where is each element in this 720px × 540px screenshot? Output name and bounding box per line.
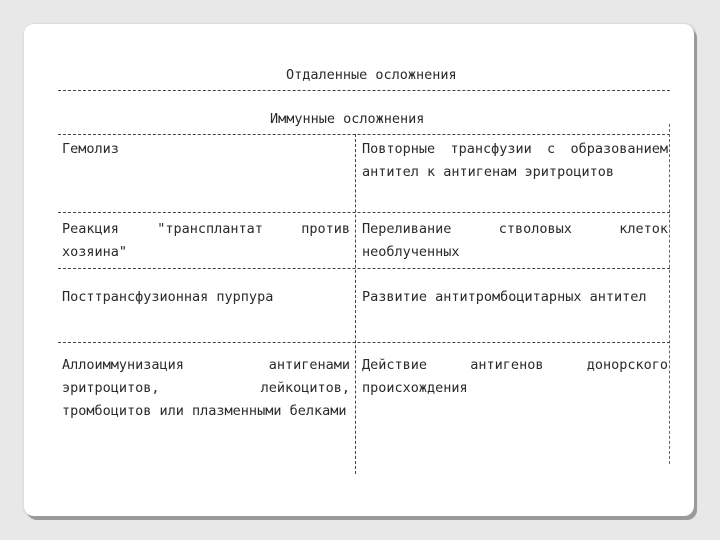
table-right-edge [669, 124, 670, 464]
slide [24, 24, 694, 516]
table-cell-cause: Повторные трансфузии с образованием антител к антигенам эритроцитов [362, 141, 668, 180]
table-cell-cause: Действие антигенов донорского происхождения [362, 357, 668, 396]
table-cell-cause: Развитие антитромбоцитарных антител [362, 289, 647, 305]
table-cell-complication: Аллоиммунизация антигенами эритроцитов, лейкоцитов, тромбоцитов или плазменными белками [62, 357, 350, 419]
table-cell-complication: Посттрансфузионная пурпура [62, 289, 274, 305]
document-title: Отдаленные осложнения [286, 67, 457, 83]
column-divider [355, 134, 356, 474]
section-heading: Иммунные осложнения [270, 111, 425, 127]
row-divider [58, 212, 670, 213]
table-cell-complication: Реакция "трансплантат против хозяина" [62, 221, 350, 260]
table-cell-cause: Переливание стволовых клеток необлученных [362, 221, 668, 260]
divider [58, 134, 670, 135]
row-divider [58, 342, 670, 343]
row-divider [58, 268, 670, 269]
table-cell-complication: Гемолиз [62, 141, 119, 157]
divider [58, 90, 670, 91]
